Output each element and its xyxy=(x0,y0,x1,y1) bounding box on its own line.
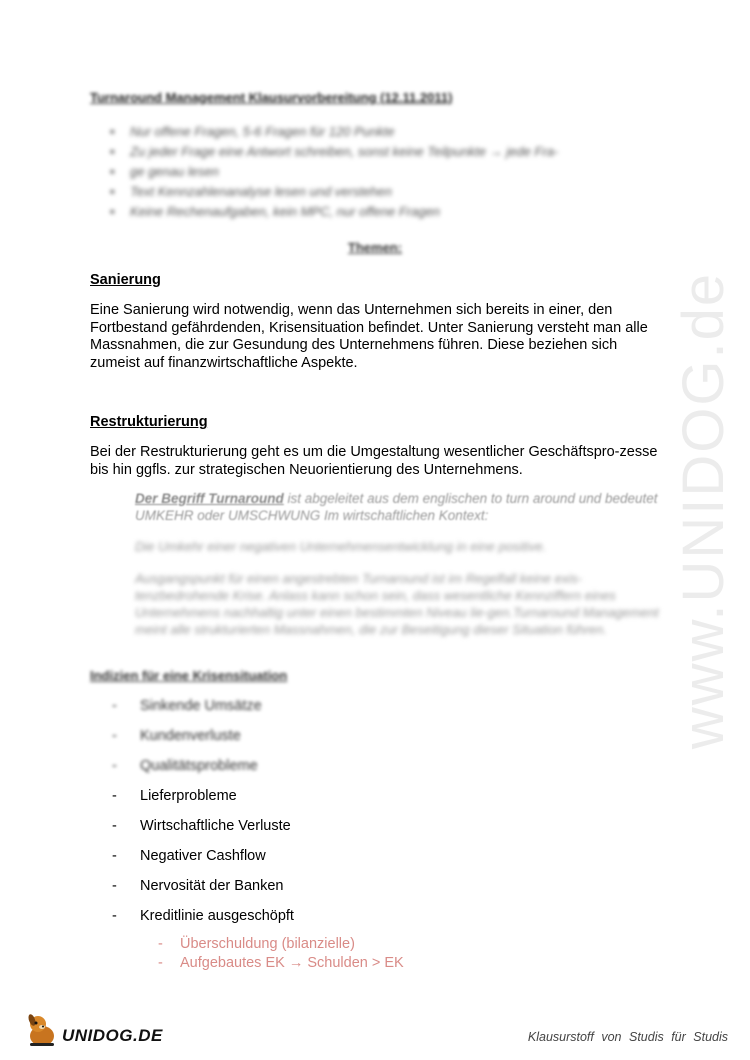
themen-heading: Themen: xyxy=(347,240,403,255)
dash-mark: - xyxy=(158,936,163,952)
list-item-text: Kundenverluste xyxy=(140,728,241,744)
sub-list-item-text: Überschuldung (bilanzielle) xyxy=(180,936,355,952)
dash-mark: - xyxy=(112,908,117,924)
dash-mark: - xyxy=(112,848,117,864)
turnaround-definition xyxy=(135,490,665,524)
intro-bullet-list xyxy=(130,122,670,222)
dash-mark: - xyxy=(112,728,117,744)
document-title: Turnaround Management Klausurvorbereitung (12.11.2011) xyxy=(90,90,453,105)
footer-tagline: Klausurstoff von Studis für Studis xyxy=(527,1030,728,1044)
watermark-text: www.UNIDOG.de xyxy=(671,271,737,749)
watermark xyxy=(658,271,750,749)
indizien-heading: Indizien für eine Krisensituation xyxy=(90,668,288,683)
list-item-text: Kreditlinie ausgeschöpft xyxy=(140,908,294,924)
intro-bullet-continuation: • ge genau lesen xyxy=(130,162,670,182)
list-item-text: Sinkende Umsätze xyxy=(140,698,262,714)
dash-mark: - xyxy=(112,818,117,834)
list-item-text: Wirtschaftliche Verluste xyxy=(140,818,291,834)
dash-mark: - xyxy=(112,788,117,804)
turnaround-line-2: Die Umkehr einer negativen Unternehmensentwicklung in eine positive. xyxy=(135,539,547,554)
list-item-text: Negativer Cashflow xyxy=(140,848,266,864)
sanierung-heading: Sanierung xyxy=(90,272,161,288)
dash-mark: - xyxy=(112,758,117,774)
restrukturierung-paragraph: Bei der Restrukturierung geht es um die Umgestaltung wesentlicher Geschäftspro-zesse bis hin ggfls. zur strategischen Neuorientierung des Unternehmens. xyxy=(90,444,658,478)
dog-mascot-icon xyxy=(22,1010,62,1050)
intro-bullet: • Nur offene Fragen, 5-6 Fragen für 120 Punkte xyxy=(130,122,670,142)
dash-mark: - xyxy=(112,698,117,714)
turnaround-term: Der Begriff Turnaround xyxy=(135,491,284,506)
unidog-logo[interactable] xyxy=(22,1010,162,1054)
intro-bullet: • Keine Rechenaufgaben, kein MPC, nur offene Fragen xyxy=(130,202,670,222)
sub-list-item-text: Aufgebautes EK → Schulden > EK xyxy=(180,955,404,971)
list-item-text: Nervosität der Banken xyxy=(140,878,284,894)
dash-mark: - xyxy=(112,878,117,894)
list-item-text: Lieferprobleme xyxy=(140,788,237,804)
restrukturierung-heading: Restrukturierung xyxy=(90,414,208,430)
list-item-text: Qualitätsprobleme xyxy=(140,758,258,774)
turnaround-definition-text: ist abgeleitet aus dem englischen to turn around und bedeutet UMKEHR oder UMSCHWUNG Im wirtschaftlichen Kontext: xyxy=(135,491,658,523)
sanierung-paragraph: Eine Sanierung wird notwendig, wenn das Unternehmen sich bereits in einer, den Fortbestand gefährdenden, Krisensituation befindet. Unter Sanierung versteht man alle Massnahmen, die zur Gesundung des Unternehmens führen. Diese beziehen sich zumeist auf finanzwirtschaftliche Aspekte. xyxy=(90,302,648,371)
intro-bullet: • Zu jeder Frage eine Antwort schreiben, sonst keine Teilpunkte → jede Fra- xyxy=(130,142,670,162)
logo-wordmark: UNIDOG.DE xyxy=(62,1026,163,1045)
turnaround-line-3: Ausgangspunkt für einen angestrebten Turnaround ist im Regelfall keine exis-tenzbedrohende Krise. Anlass kann schon sein, dass wesentliche Kennziffern eines Unternehmens nachhaltig unter einen bestimmten Niveau lie-gen.Turnaround Management meint alle strukturierten Massnahmen, die zur Beseitigung dieser Situation führen. xyxy=(135,571,659,637)
dash-mark: - xyxy=(158,955,163,971)
intro-bullet: • Text Kennzahlenanalyse lesen und verstehen xyxy=(130,182,670,202)
